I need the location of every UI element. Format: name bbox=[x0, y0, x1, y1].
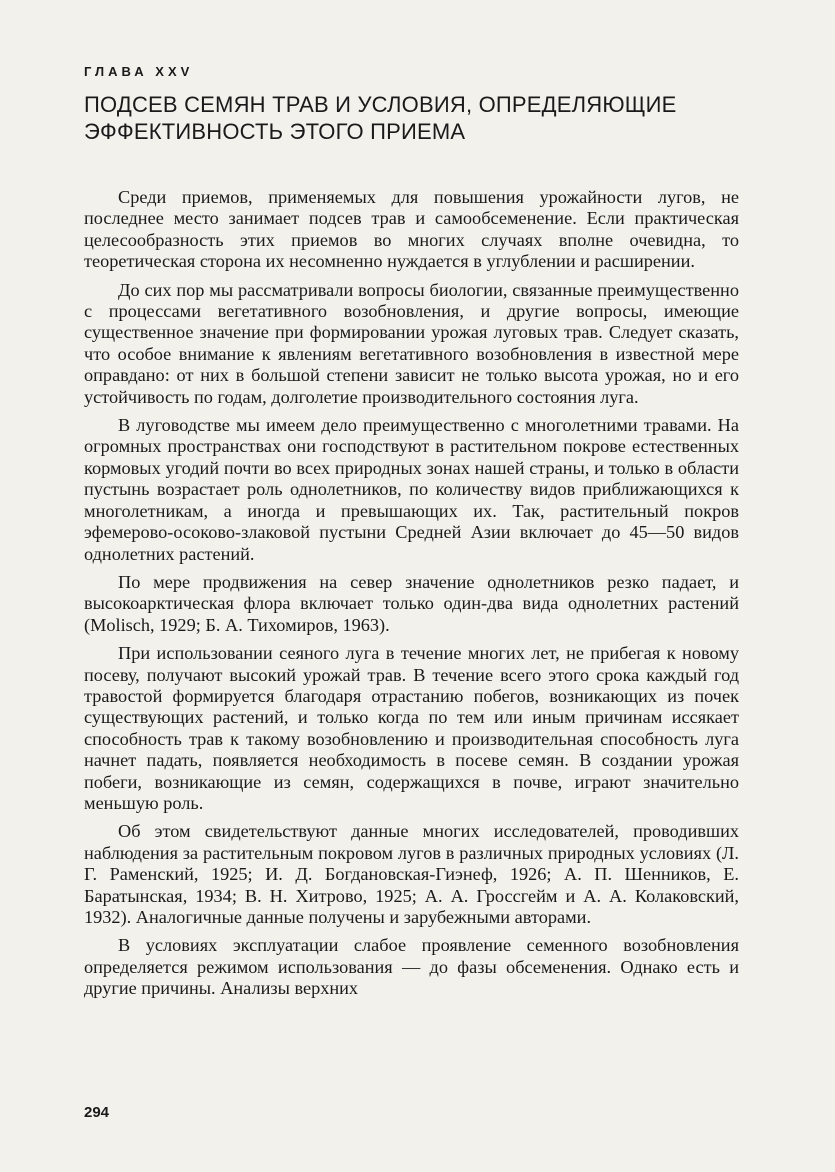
paragraph-5: При использовании сеяного луга в течение многих лет, не прибегая к новому посеву, получают высокий урожай трав. В течение всего этого срока каждый год травостой формируется благодаря отрастанию побегов, возникающих из почек существующих растений, и только когда по тем или иным причинам иссякает способность трав к такому возобновлению и производительная способность луга начнет падать, появляется необходимость в посеве семян. В создании урожая побеги, возникающие из семян, содержащихся в почве, играют значительно меньшую роль. bbox=[84, 643, 739, 813]
paragraph-7: В условиях эксплуатации слабое проявление семенного возобновления определяется режимом использования — до фазы обсеменения. Однако есть и другие причины. Анализы верхних bbox=[84, 935, 739, 999]
page bbox=[84, 64, 739, 1007]
chapter-title-line-1: ПОДСЕВ СЕМЯН ТРАВ И УСЛОВИЯ, ОПРЕДЕЛЯЮЩИЕ bbox=[84, 92, 677, 117]
paragraph-6: Об этом свидетельствуют данные многих исследователей, проводивших наблюдения за растительным покровом лугов в различных природных условиях (Л. Г. Раменский, 1925; И. Д. Богдановская-Гиэнеф, 1926; А. П. Шенников, Е. Баратынская, 1934; В. Н. Хитрово, 1925; А. А. Гроссгейм и А. А. Колаковский, 1932). Аналогичные данные получены и зарубежными авторами. bbox=[84, 821, 739, 927]
paragraph-1: Среди приемов, применяемых для повышения урожайности лугов, не последнее место занимает подсев трав и самообсеменение. Если практическая целесообразность этих приемов во многих случаях вполне очевидна, то теоретическая сторона их несомненно нуждается в углублении и расширении. bbox=[84, 187, 739, 272]
paragraph-3: В луговодстве мы имеем дело преимущественно с многолетними травами. На огромных пространствах они господствуют в растительном покрове естественных кормовых угодий почти во всех природных зонах нашей страны, и только в области пустынь возрастает роль однолетников, по количеству видов приближающихся к многолетникам, а иногда и превышающих их. Так, растительный покров эфемерово-осоково-злаковой пустыни Средней Азии включает до 45—50 видов однолетних растений. bbox=[84, 415, 739, 564]
paragraph-4: По мере продвижения на север значение однолетников резко падает, и высокоарктическая флора включает только один-два вида однолетних растений (Molisch, 1929; Б. А. Тихомиров, 1963). bbox=[84, 571, 739, 635]
page-number: 294 bbox=[84, 1104, 110, 1121]
chapter-label: ГЛАВА XXV bbox=[84, 64, 194, 79]
chapter-title-line-2: ЭФФЕКТИВНОСТЬ ЭТОГО ПРИЕМА bbox=[84, 119, 466, 144]
paragraph-2: До сих пор мы рассматривали вопросы биологии, связанные преимущественно с процессами вегетативного возобновления, и другие вопросы, имеющие существенное значение при формировании урожая луговых трав. Следует сказать, что особое внимание к явлениям вегетативного возобновления в известной мере оправдано: от них в большой степени зависит не только высота урожая, но и его устойчивость по годам, долголетие производительного состояния луга. bbox=[84, 279, 739, 407]
body-text bbox=[84, 187, 739, 1000]
chapter-title bbox=[84, 91, 739, 145]
